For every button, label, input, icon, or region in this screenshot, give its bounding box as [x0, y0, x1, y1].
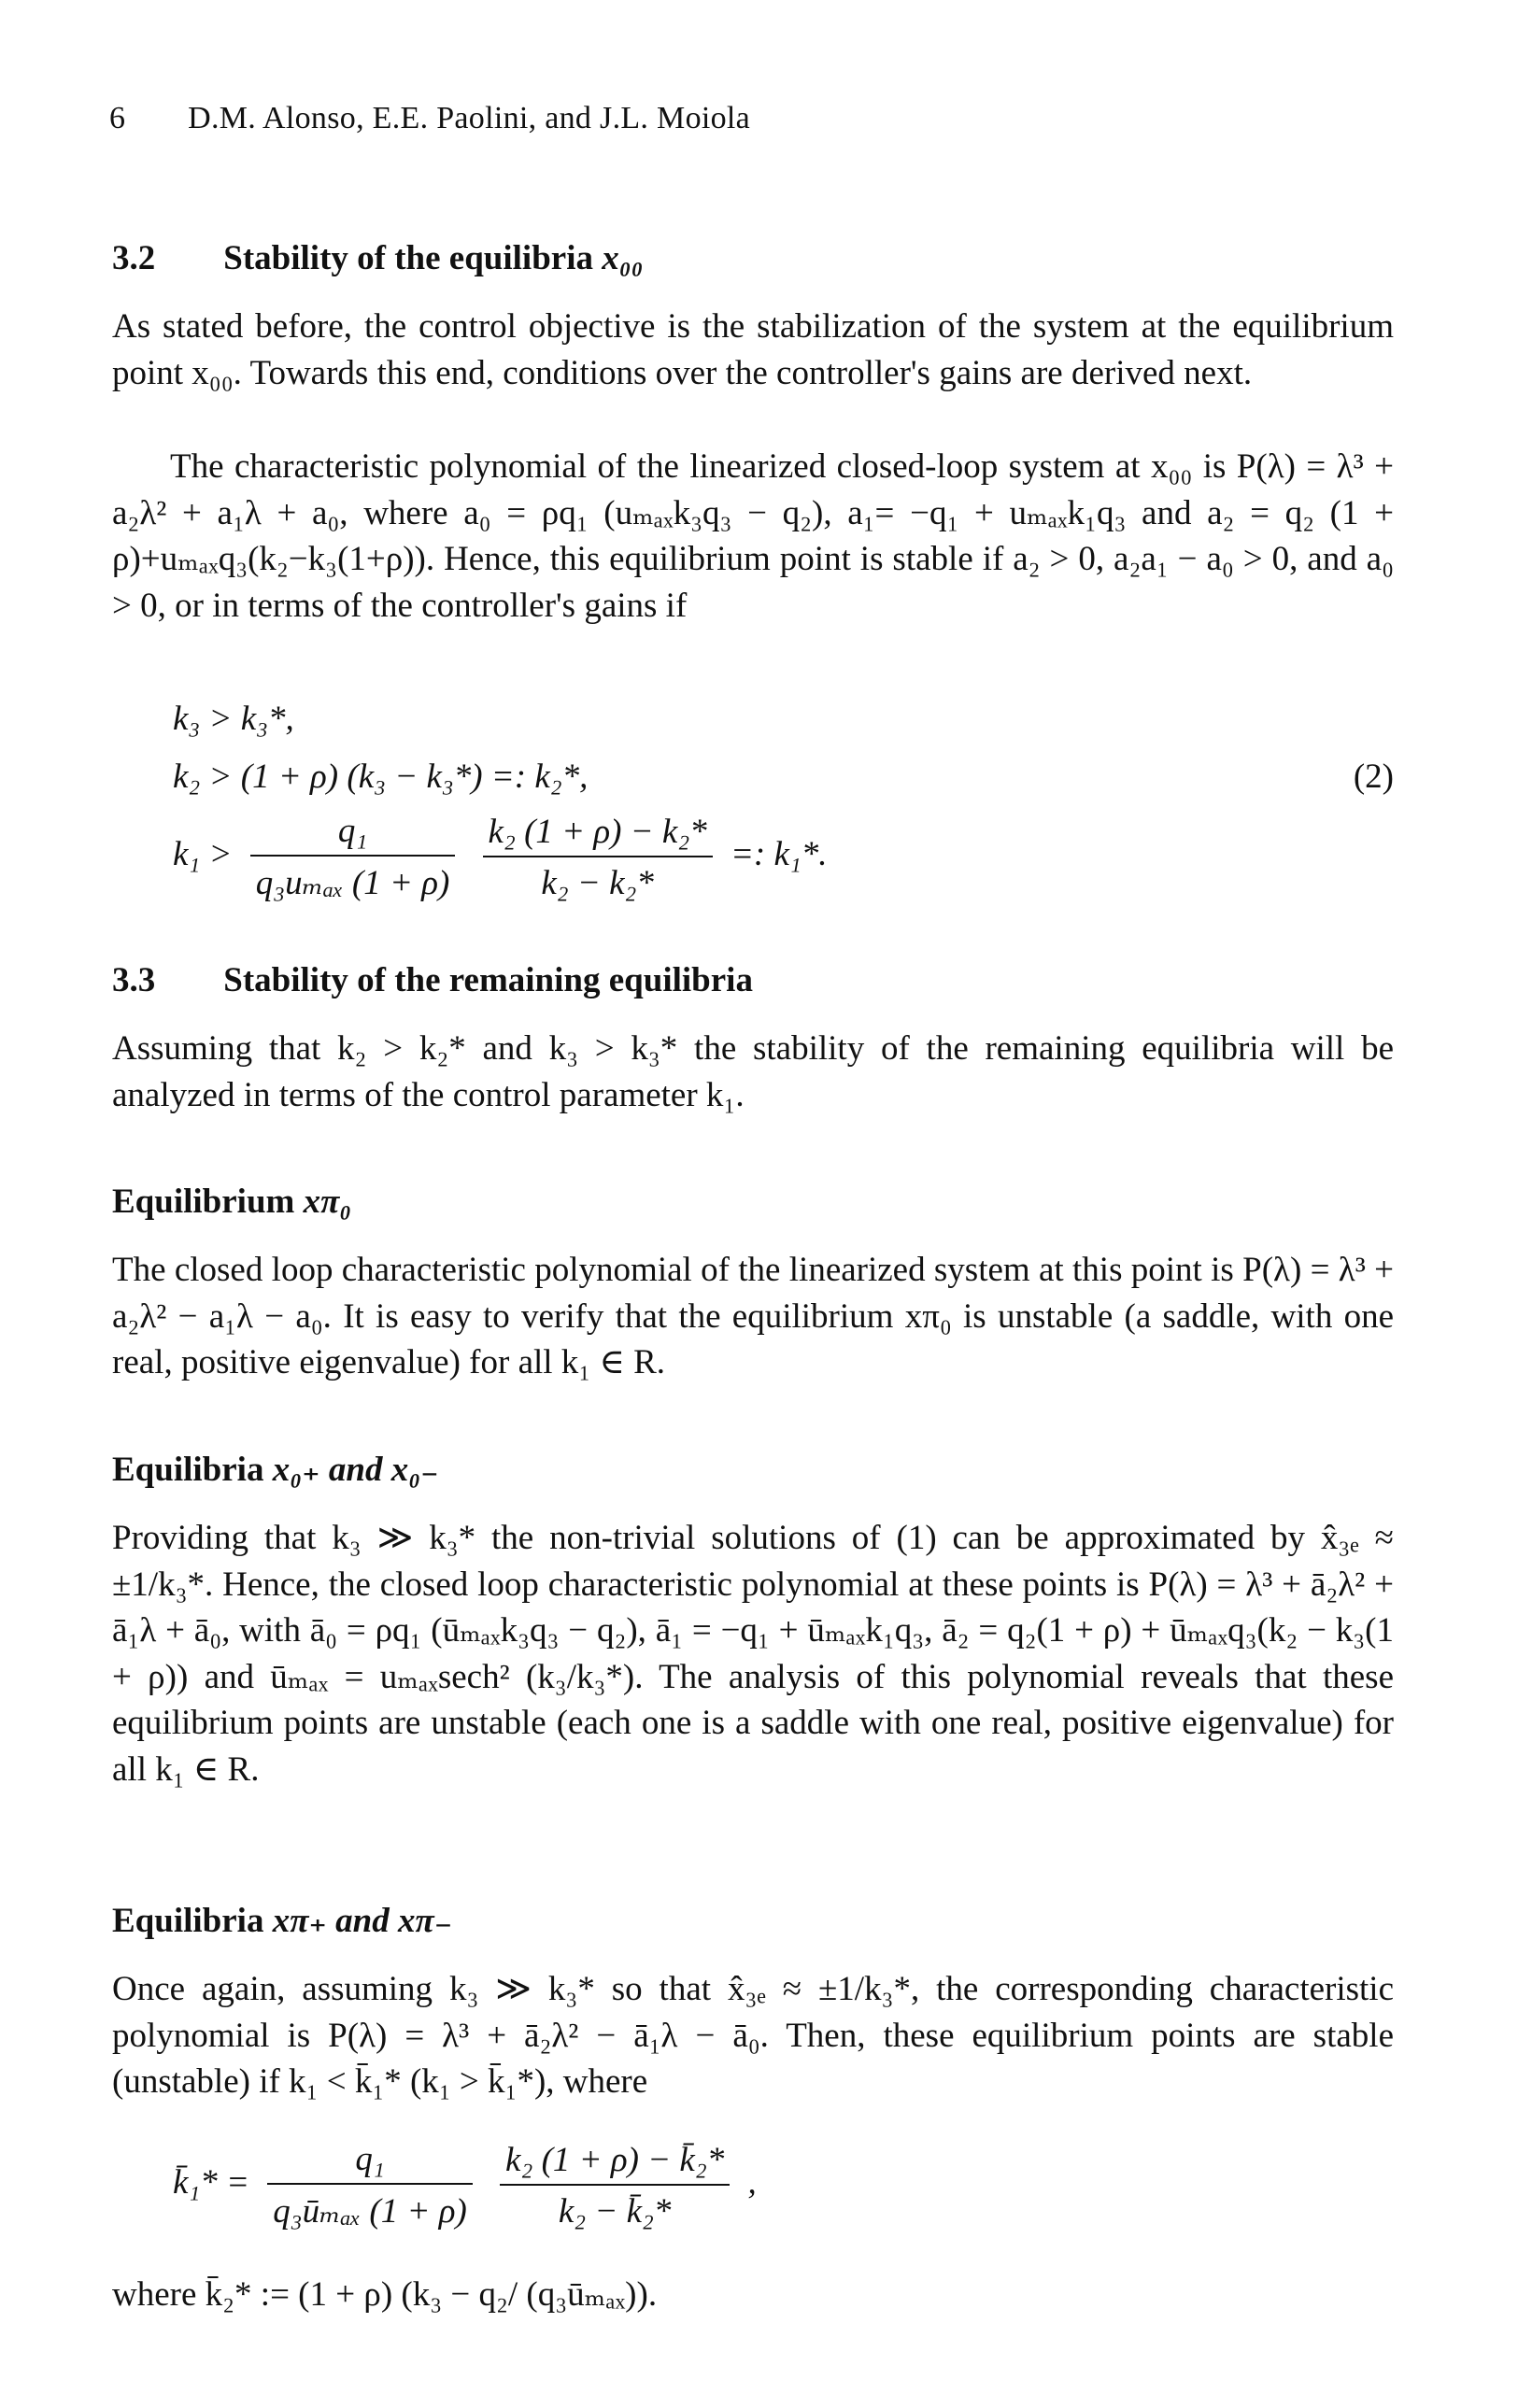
- where-line: where k̄₂* := (1 + ρ) (k₃ − q₂/ (q₃ūₘₐₓ)).: [112, 2275, 658, 2314]
- fraction-4-denominator: k₂ − k̄₂*: [558, 2191, 672, 2231]
- fraction-2-numerator: k₂ (1 + ρ) − k₂*: [483, 812, 713, 857]
- fraction-3-numerator: q₁: [267, 2139, 473, 2185]
- equation-2-lhs: k₁ >: [173, 834, 233, 873]
- fraction-1-denominator: q₃uₘₐₓ (1 + ρ): [255, 864, 450, 902]
- section-title: Stability of the remaining equilibria: [223, 961, 753, 999]
- equation-2-line-2: k₂ > (1 + ρ) (k₃ − k₃*) =: k₂*,: [173, 758, 589, 796]
- fraction-3: [267, 2139, 473, 2231]
- running-header: [109, 101, 750, 136]
- subsection-x-0pm-paragraph: Providing that k₃ ≫ k₃* the non-trivial solutions of (1) can be approximated by x̂₃ₑ ≈ ±1/k₃*. Hence, the closed loop characteristic polynomial at these points is P(λ) = λ³ + ā₂λ² + ā₁λ + ā₀, with ā₀ = ρq₁ (ūₘₐₓk₃q₃ − q₂), ā₁ = −q₁ + ūₘₐₓk₁q₃, ā₂ = q₂(1 + ρ) + ūₘₐₓq₃(k₂ − k₃(1 + ρ)) and ūₘₐₓ = uₘₐₓsech² (k₃/k₃*). The analysis of this polynomial reveals that these equilibrium points are unstable (each one is a saddle with one real, positive eigenvalue) for all k₁ ∈ R.: [112, 1519, 1394, 1789]
- section-number: 3.3: [112, 961, 156, 999]
- section-3-2-paragraph-2: The characteristic polynomial of the linearized closed-loop system at x₀₀ is P(λ) = λ³ + a₂λ² + a₁λ + a₀, where a₀ = ρq₁ (uₘₐₓk₃q₃ − q₂), a₁= −q₁ + uₘₐₓk₁q₃ and a₂ = q₂ (1 + ρ)+uₘₐₓq₃(k₂−k₃(1+ρ)). Hence, this equilibrium point is stable if a₂ > 0, a₂a₁ − a₀ > 0, and a₀ > 0, or in terms of the controller's gains if: [112, 447, 1394, 625]
- subsection-x-pipm-paragraph: Once again, assuming k₃ ≫ k₃* so that x̂₃ₑ ≈ ±1/k₃*, the corresponding characteristic polynomial is P(λ) = λ³ + ā₂λ² − ā₁λ − ā₀. Then, these equilibrium points are stable (unstable) if k₁ < k̄₁* (k₁ > k̄₁*), where: [112, 1970, 1394, 2102]
- equation-k1-bar-lhs: k̄₁* =: [173, 2162, 250, 2202]
- fraction-1-numerator: q₁: [250, 811, 456, 857]
- subsection-title: Equilibria: [112, 1451, 264, 1489]
- subsection-x-pipm-heading: [112, 1899, 452, 1941]
- section-3-2-heading: [112, 238, 644, 278]
- section-title: Stability of the equilibria: [223, 239, 593, 277]
- fraction-2: [483, 812, 713, 903]
- subsection-x-pi0-paragraph: The closed loop characteristic polynomial of the linearized system at this point is P(λ) = λ³ + a₂λ² − a₁λ − a₀. It is easy to verify that the equilibrium xπ₀ is unstable (a saddle, with one real, positive eigenvalue) for all k₁ ∈ R.: [112, 1251, 1394, 1382]
- equation-k1-bar-rhs: ,: [747, 2162, 757, 2202]
- subsection-x-0pm-heading: [112, 1448, 439, 1490]
- fraction-4-numerator: k₂ (1 + ρ) − k̄₂*: [500, 2140, 730, 2186]
- equation-2-line-3: [173, 811, 828, 903]
- subsection-title: Equilibrium: [112, 1183, 295, 1221]
- fraction-4: [500, 2140, 730, 2231]
- section-3-3-heading: [112, 960, 753, 1000]
- section-title-math: x₀₀: [602, 239, 644, 277]
- section-3-3-paragraph-1: Assuming that k₂ > k₂* and k₃ > k₃* the stability of the remaining equilibria will be analyzed in terms of the control parameter k₁.: [112, 1029, 1394, 1114]
- authors: D.M. Alonso, E.E. Paolini, and J.L. Moiola: [188, 101, 751, 135]
- subsection-title-math: xπ₀: [303, 1183, 352, 1221]
- equation-2-line-1: k₃ > k₃*,: [173, 700, 294, 738]
- fraction-1: [250, 811, 456, 903]
- equation-k1-bar: [173, 2139, 757, 2231]
- subsection-title: Equilibria: [112, 1902, 264, 1940]
- subsection-title-math: x₀₊ and x₀₋: [272, 1451, 439, 1489]
- section-3-2-paragraph-1: As stated before, the control objective is the stabilization of the system at the equilibrium point x₀₀. Towards this end, conditions over the controller's gains are derived next.: [112, 307, 1394, 392]
- subsection-x-pi0-heading: [112, 1182, 351, 1222]
- equation-2-rhs: =: k₁*.: [730, 834, 828, 873]
- equation-number: (2): [1353, 758, 1394, 796]
- fraction-3-denominator: q₃ūₘₐₓ (1 + ρ): [273, 2192, 467, 2231]
- subsection-title-math: xπ₊ and xπ₋: [272, 1902, 453, 1940]
- section-number: 3.2: [112, 239, 156, 277]
- page-number: 6: [109, 101, 126, 135]
- fraction-2-denominator: k₂ − k₂*: [541, 863, 654, 902]
